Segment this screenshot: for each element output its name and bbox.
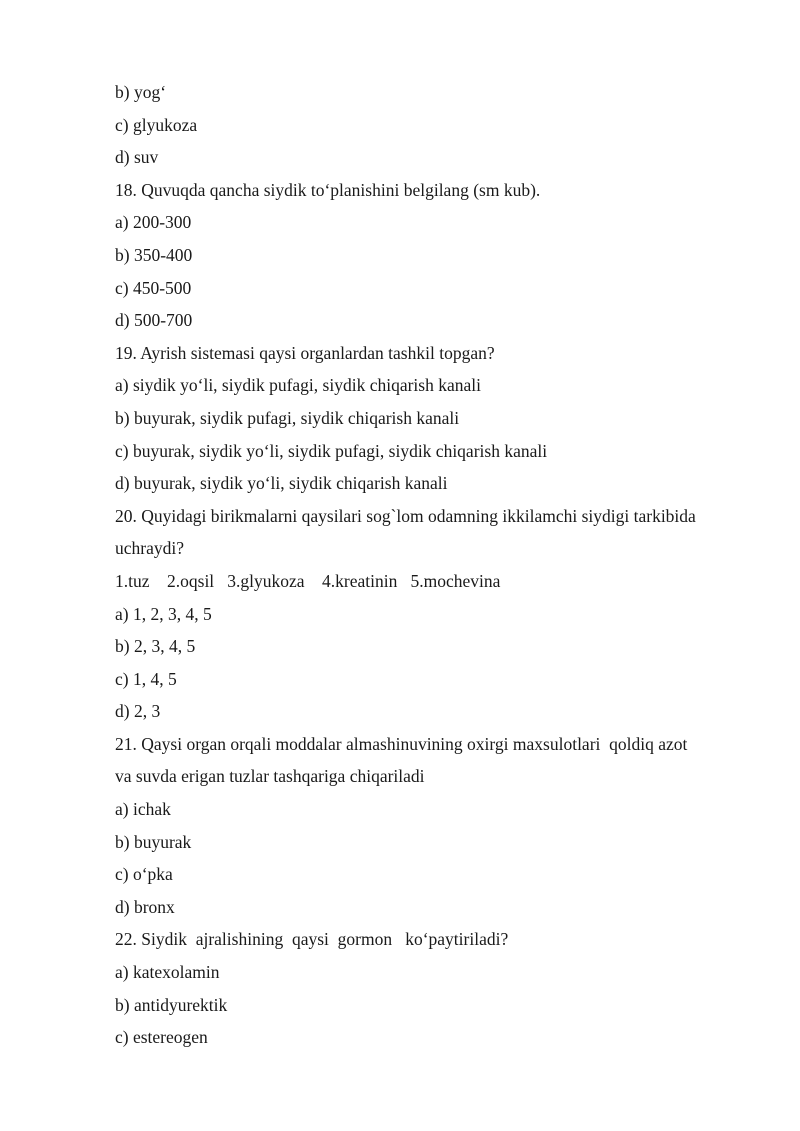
answer-option: b) 2, 3, 4, 5 [115,636,196,657]
compound-list: 1.tuz 2.oqsil 3.glyukoza 4.kreatinin 5.mochevina [115,570,501,591]
answer-option: a) siydik yo‘li, siydik pufagi, siydik chiqarish kanali [115,375,481,396]
answer-option: b) buyurak [115,831,192,852]
document-body [115,76,745,1054]
question-20-continued: uchraydi? [115,538,184,559]
answer-option: a) 1, 2, 3, 4, 5 [115,603,212,624]
answer-option: b) yog‘ [115,82,167,102]
answer-option: c) 450-500 [115,277,192,298]
answer-option: d) 2, 3 [115,701,161,722]
answer-option: c) estereogen [115,1027,208,1048]
answer-option: b) 350-400 [115,244,193,265]
question-21: 21. Qaysi organ orqali moddalar almashinuvining oxirgi maxsulotlari qoldiq azot [115,733,688,754]
answer-option: d) suv [115,147,159,168]
answer-option: d) bronx [115,896,175,917]
question-20: 20. Quyidagi birikmalarni qaysilari sog`lom odamning ikkilamchi siydigi tarkibida [115,505,696,526]
answer-option: a) katexolamin [115,962,220,983]
answer-option: a) ichak [115,799,171,820]
question-19: 19. Ayrish sistemasi qaysi organlardan tashkil topgan? [115,342,495,363]
question-18: 18. Quvuqda qancha siydik to‘planishini belgilang (sm kub). [115,179,541,200]
answer-option: c) glyukoza [115,114,198,135]
question-22: 22. Siydik ajralishining qaysi gormon ko‘paytiriladi? [115,929,509,950]
question-21-continued: va suvda erigan tuzlar tashqariga chiqariladi [115,766,425,787]
answer-option: b) antidyurektik [115,994,228,1015]
answer-option: d) 500-700 [115,310,193,331]
answer-option: a) 200-300 [115,212,192,233]
answer-option: c) 1, 4, 5 [115,668,177,689]
answer-option: d) buyurak, siydik yo‘li, siydik chiqarish kanali [115,473,448,494]
answer-option: c) buyurak, siydik yo‘li, siydik pufagi, siydik chiqarish kanali [115,440,548,461]
answer-option: c) o‘pka [115,864,173,885]
answer-option: b) buyurak, siydik pufagi, siydik chiqarish kanali [115,407,460,428]
